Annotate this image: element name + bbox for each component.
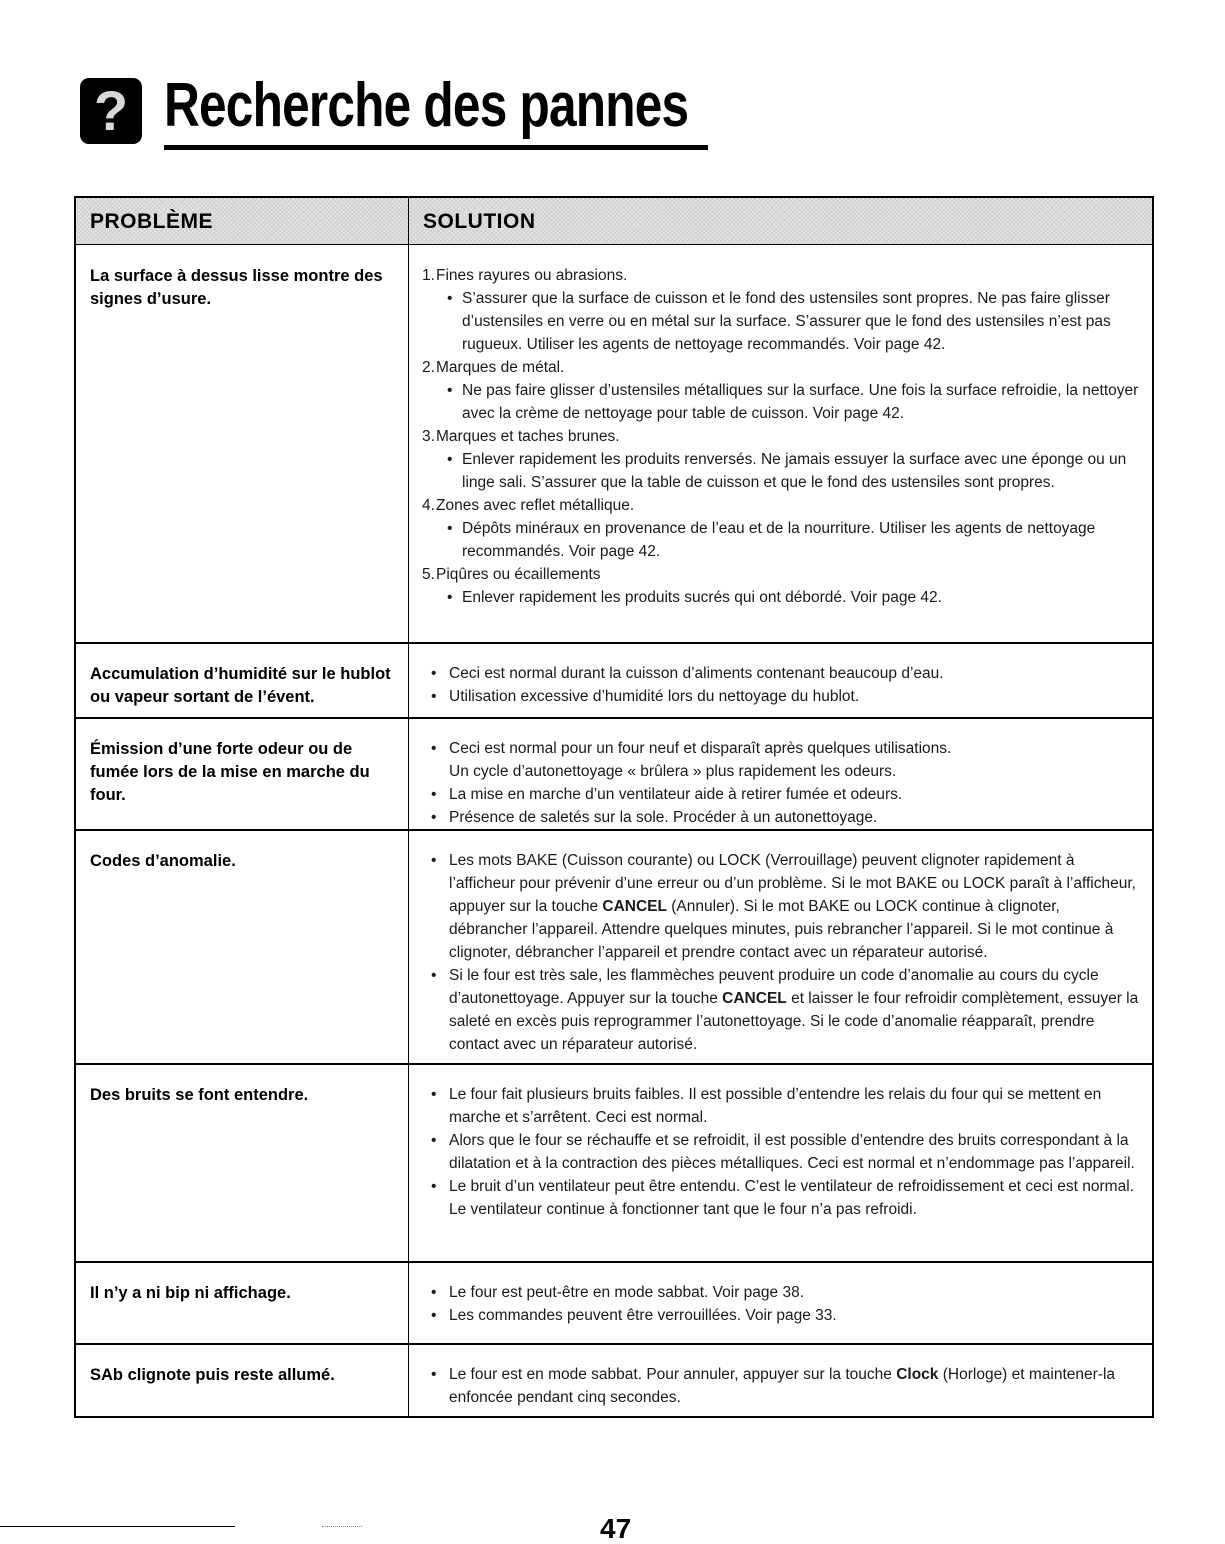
bullet-item: • Ceci est normal pour un four neuf et disparaît après quelques utilisations. <box>422 737 1142 760</box>
bullet-item <box>422 1363 1142 1409</box>
bullet-item: • Le four fait plusieurs bruits faibles. Il est possible d’entendre les relais du four qui se mettent en marche et s’arrêtent. Ceci est normal. <box>422 1083 1142 1129</box>
bullet-item <box>422 849 1142 964</box>
problem-cell: SAb clignote puis reste allumé. <box>90 1366 335 1384</box>
item-number: 5. <box>422 566 435 583</box>
key-label: CANCEL <box>602 898 667 915</box>
solution-cell <box>422 1363 1142 1409</box>
page-number: 47 <box>600 1513 632 1544</box>
item-text: et laisser le four refroidir complètement, essuyer la saleté en excès puis reprogrammer l’autonettoyage. Si le code d’anomalie réapparaît, prendre contact avec un réparateur autorisé. <box>449 990 1139 1053</box>
bullet-item: • Alors que le four se réchauffe et se refroidit, il est possible d’entendre des bruits correspondant à la dilatation et à la contraction des pièces métalliques. Ceci est normal et n’endommage pas l’appareil. <box>422 1129 1142 1175</box>
problem-cell: La surface à dessus lisse montre des signes d’usure. <box>90 267 383 308</box>
item-text: Fines rayures ou abrasions. <box>436 267 628 284</box>
bullet-item: • Enlever rapidement les produits renversés. Ne jamais essuyer la surface avec une éponge ou un linge sali. S’assurer que la table de cuisson et que le fond des ustensiles sont propres. <box>422 448 1142 494</box>
item-text: Marques et taches brunes. <box>436 428 620 445</box>
numbered-item <box>422 563 1142 586</box>
bullet-item: • Ceci est normal durant la cuisson d’aliments contenant beaucoup d’eau. <box>422 662 1142 685</box>
numbered-item <box>422 356 1142 379</box>
page-title: Recherche des pannes <box>164 71 689 140</box>
bullet-item: • Les commandes peuvent être verrouillées. Voir page 33. <box>422 1304 1142 1327</box>
item-number: 3. <box>422 428 435 445</box>
bullet-item: • Ne pas faire glisser d’ustensiles métalliques sur la surface. Une fois la surface refroidie, la nettoyer avec la crème de nettoyage pour table de cuisson. Voir page 42. <box>422 379 1142 425</box>
continuation-text: Un cycle d’autonettoyage « brûlera » plus rapidement les odeurs. <box>449 763 897 780</box>
bullet-item: • La mise en marche d’un ventilateur aide à retirer fumée et odeurs. <box>422 783 1142 806</box>
item-text: Piqûres ou écaillements <box>436 566 601 583</box>
title-underline <box>164 145 708 150</box>
bullet-item: • Présence de saletés sur la sole. Procéder à un autonettoyage. <box>422 806 1142 829</box>
footer-dots <box>322 1526 362 1527</box>
solution-cell <box>422 849 1142 1056</box>
troubleshooting-table <box>74 196 1154 1418</box>
row-divider <box>76 642 1152 644</box>
footer-rule <box>0 1526 235 1527</box>
column-divider <box>408 198 409 1416</box>
bullet-item: • Dépôts minéraux en provenance de l’eau et de la nourriture. Utiliser les agents de nettoyage recommandés. Voir page 42. <box>422 517 1142 563</box>
column-header-problem: PROBLÈME <box>90 210 214 233</box>
item-number: 2. <box>422 359 435 376</box>
solution-cell <box>422 737 1142 829</box>
numbered-item <box>422 494 1142 517</box>
bullet-item: • Le bruit d’un ventilateur peut être entendu. C’est le ventilateur de refroidissement et ceci est normal. Le ventilateur continue à fonctionner tant que le four n’a pas refroidi. <box>422 1175 1142 1221</box>
question-mark-icon: ? <box>80 78 142 144</box>
numbered-item <box>422 425 1142 448</box>
bullet-item: • Le four est peut-être en mode sabbat. Voir page 38. <box>422 1281 1142 1304</box>
row-divider <box>76 1261 1152 1263</box>
row-divider <box>76 829 1152 831</box>
solution-cell <box>422 662 1142 708</box>
header-cell-solution <box>409 198 1152 245</box>
problem-cell: Codes d’anomalie. <box>90 852 236 870</box>
row-divider <box>76 1063 1152 1065</box>
item-text: (Horloge) et maintener-la enfoncée pendant cinq secondes. <box>449 1366 1116 1406</box>
key-label: CANCEL <box>722 990 787 1007</box>
item-text: Zones avec reflet métallique. <box>436 497 635 514</box>
key-label: Clock <box>896 1366 939 1383</box>
row-divider <box>76 717 1152 719</box>
problem-cell: Il n’y a ni bip ni affichage. <box>90 1284 291 1302</box>
column-header-solution: SOLUTION <box>423 210 536 233</box>
item-number: 1. <box>422 267 435 284</box>
bullet-item <box>422 964 1142 1056</box>
item-number: 4. <box>422 497 435 514</box>
solution-cell <box>422 1281 1142 1327</box>
problem-cell: Accumulation d’humidité sur le hublot ou vapeur sortant de l’évent. <box>90 665 391 706</box>
bullet-item: • S’assurer que la surface de cuisson et le fond des ustensiles sont propres. Ne pas faire glisser d’ustensiles en verre ou en métal sur la surface. S’assurer que le fond des ustensiles n’est pas rugueux. Utiliser les agents de nettoyage recommandés. Voir page 42. <box>422 287 1142 356</box>
problem-cell: Des bruits se font entendre. <box>90 1086 309 1104</box>
problem-cell: Émission d’une forte odeur ou de fumée lors de la mise en marche du four. <box>90 740 370 804</box>
item-text: Marques de métal. <box>436 359 565 376</box>
item-text: Si le four est très sale, les flammèches peuvent produire un code d’anomalie au cours du cycle d’autonettoyage. Appuyer sur la touche <box>449 967 1099 1007</box>
header-cell-problem <box>76 198 408 245</box>
item-text: Les mots BAKE (Cuisson courante) ou LOCK (Verrouillage) peuvent clignoter rapidement à l’afficheur pour prévenir d’une erreur ou d’un problème. Si le mot BAKE ou LOCK paraît à l’afficheur, appuyer sur la touche <box>449 852 1136 915</box>
row-divider <box>76 1343 1152 1345</box>
bullet-item: • Enlever rapidement les produits sucrés qui ont débordé. Voir page 42. <box>422 586 1142 609</box>
solution-cell <box>422 264 1142 609</box>
item-text: (Annuler). Si le mot BAKE ou LOCK continue à clignoter, débrancher l’appareil. Attendre quelques minutes, puis rebrancher l’appareil. Si le mot continue à clignoter, débrancher l’appareil et prendre contact avec un réparateur autorisé. <box>449 898 1114 961</box>
bullet-item: • Utilisation excessive d’humidité lors du nettoyage du hublot. <box>422 685 1142 708</box>
solution-cell <box>422 1083 1142 1221</box>
item-text: Le four est en mode sabbat. Pour annuler, appuyer sur la touche <box>449 1366 897 1383</box>
numbered-item <box>422 264 1142 287</box>
